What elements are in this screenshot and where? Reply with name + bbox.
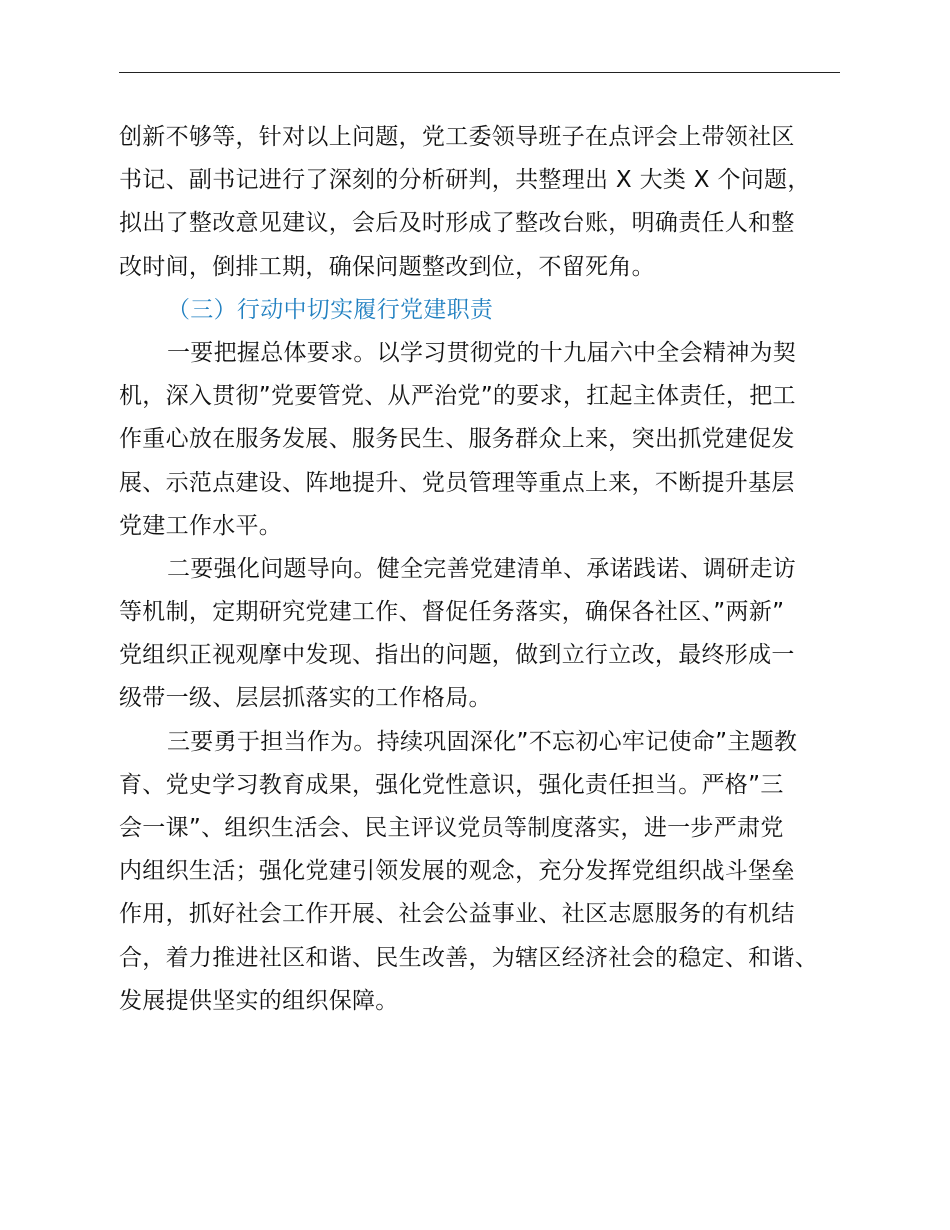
text-line: 党组织正视观摩中发现、指出的问题，做到立行立改，最终形成一 [119,642,795,669]
text-line: 机，深入贯彻”党要管党、从严治党”的要求，扛起主体责任，把工 [119,383,796,410]
text-line: 合，着力推进社区和谐、民生改善，为辖区经济社会的稳定、和谐、 [119,944,818,971]
text-line: 一要把握总体要求。以学习贯彻党的十九届六中全会精神为契 [167,339,797,366]
text-line: 拟出了整改意见建议，会后及时形成了整改台账，明确责任人和整 [119,210,795,237]
header-rule [119,72,840,73]
text-line: 发展提供坚实的组织保障。 [119,987,399,1014]
text-line: 改时间，倒排工期，确保问题整改到位，不留死角。 [119,253,655,280]
text-line: 三要勇于担当作为。持续巩固深化”不忘初心牢记使命”主题教 [167,728,798,755]
text-line: 内组织生活；强化党建引领发展的观念，充分发挥党组织战斗堡垒 [119,858,795,885]
text-line: 会一课”、组织生活会、民主评议党员等制度落实，进一步严肃党 [119,815,784,841]
text-line: 育、党史学习教育成果，强化党性意识，强化责任担当。严格”三 [119,771,784,798]
text-line: 二要强化问题导向。健全完善党建清单、承诺践诺、调研走访 [167,555,797,582]
text-line: 展、示范点建设、阵地提升、党员管理等重点上来，不断提升基层 [119,469,795,496]
text-line: 书记、副书记进行了深刻的分析研判，共整理出 X 大类 X 个问题， [119,167,811,194]
text-line: 作重心放在服务发展、服务民生、服务群众上来，突出抓党建促发 [119,426,795,453]
document-body [119,116,854,1023]
text-line: 党建工作水平。 [119,512,283,539]
section-heading: （三）行动中切实履行党建职责 [167,296,494,323]
text-line: 创新不够等，针对以上问题，党工委领导班子在点评会上带领社区 [119,124,795,150]
text-line: 作用，抓好社会工作开展、社会公益事业、社区志愿服务的有机结 [119,901,795,928]
text-line: 等机制，定期研究党建工作、督促任务落实，确保各社区、”两新” [119,599,785,626]
text-line: 级带一级、层层抓落实的工作格局。 [119,685,492,712]
